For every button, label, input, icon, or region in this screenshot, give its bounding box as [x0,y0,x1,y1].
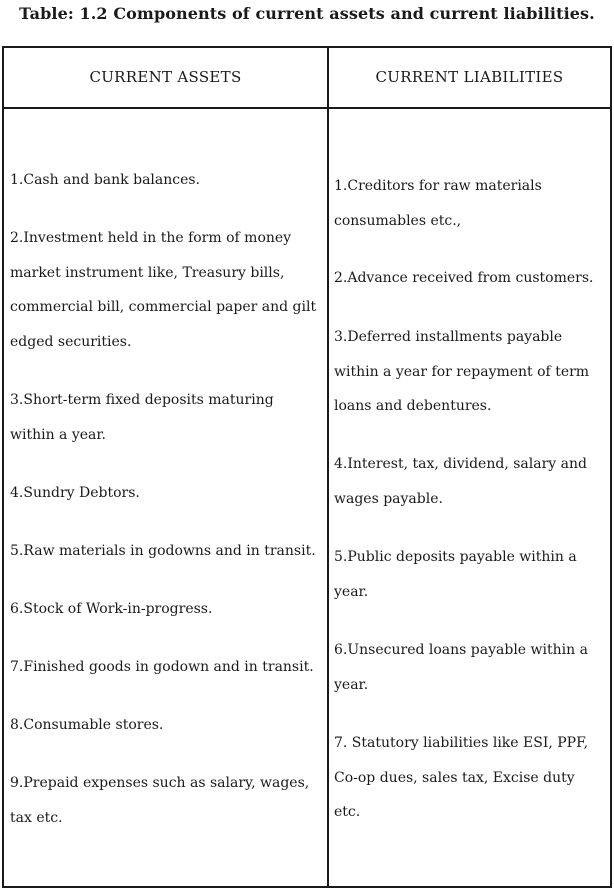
liability-item: 1.Creditors for raw materials consumables etc., [334,178,542,229]
asset-item: 7.Finished goods in godown and in transit. [10,659,314,675]
table-caption: Table: 1.2 Components of current assets and current liabilities. [19,4,595,23]
liability-item: 2.Advance received from customers. [334,270,594,286]
liability-item: 5.Public deposits payable within a year. [334,549,577,600]
asset-item: 1.Cash and bank balances. [10,172,201,188]
asset-item: 2.Investment held in the form of money market instrument like, Treasury bills, commercial bill, commercial paper and gilt edged securities. [10,230,317,350]
header-current-assets: CURRENT ASSETS [89,68,242,86]
components-table [2,46,612,888]
liability-item: 4.Interest, tax, dividend, salary and wages payable. [334,456,587,507]
column-divider [327,48,329,886]
header-divider [4,107,610,109]
liability-item: 7. Statutory liabilities like ESI, PPF, Co-op dues, sales tax, Excise duty etc. [334,735,589,821]
asset-item: 6.Stock of Work-in-progress. [10,601,213,617]
asset-item: 9.Prepaid expenses such as salary, wages, tax etc. [10,775,310,826]
header-current-liabilities: CURRENT LIABILITIES [375,68,564,86]
asset-item: 8.Consumable stores. [10,717,164,733]
asset-item: 4.Sundry Debtors. [10,485,140,501]
asset-item: 3.Short-term fixed deposits maturing within a year. [10,392,274,443]
liability-item: 6.Unsecured loans payable within a year. [334,642,588,693]
liability-item: 3.Deferred installments payable within a year for repayment of term loans and debentures. [334,329,590,415]
asset-item: 5.Raw materials in godowns and in transit. [10,543,316,559]
